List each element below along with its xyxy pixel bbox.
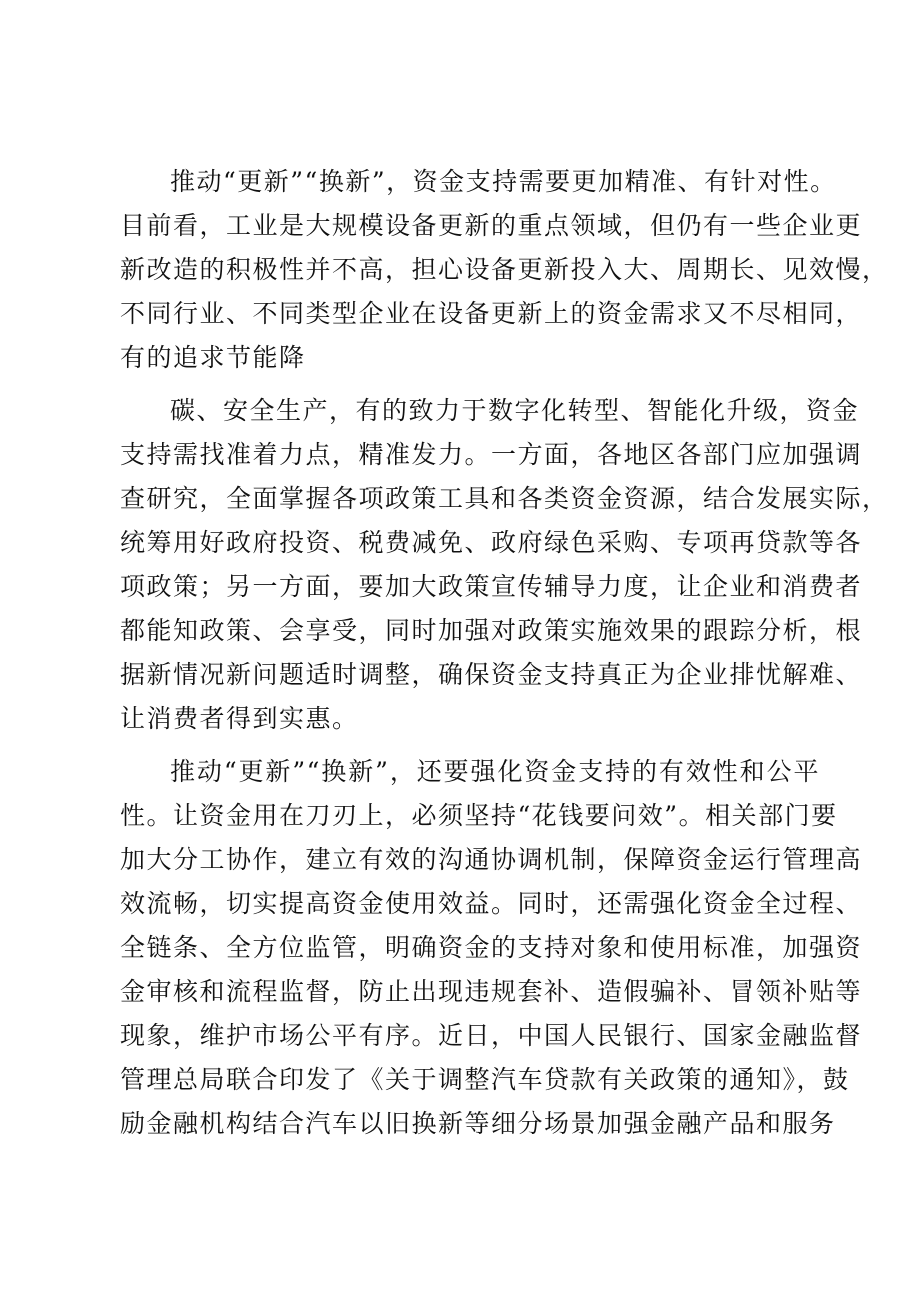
text-line: 查研究，全面掌握各项政策工具和各类资金资源，结合发展实际， <box>120 484 889 513</box>
text-line: 都能知政策、会享受，同时加强对政策实施效果的跟踪分析，根 <box>120 616 863 645</box>
document-body <box>120 160 889 1155</box>
text-line: 据新情况新问题适时调整，确保资金支持真正为企业排忧解难、 <box>120 660 863 689</box>
text-line: 全链条、全方位监管，明确资金的支持对象和使用标准，加强资 <box>120 933 863 962</box>
text-line: 金审核和流程监督，防止出现违规套补、造假骗补、冒领补贴等 <box>120 977 863 1006</box>
text-line: 加大分工协作，建立有效的沟通协调机制，保障资金运行管理高 <box>120 845 863 874</box>
paragraph-3 <box>120 750 863 1146</box>
text-line: 碳、安全生产，有的致力于数字化转型、智能化升级，资金 <box>170 396 860 425</box>
paragraph-1 <box>120 160 889 380</box>
paragraph-2 <box>120 389 889 741</box>
text-line: 管理总局联合印发了《关于调整汽车贷款有关政策的通知》，鼓 <box>120 1065 850 1094</box>
text-line: 项政策；另一方面，要加大政策宣传辅导力度，让企业和消费者 <box>120 572 863 601</box>
text-line: 不同行业、不同类型企业在设备更新上的资金需求又不尽相同， <box>120 299 863 328</box>
text-line: 推动“更新”“换新”，资金支持需要更加精准、有针对性。 <box>170 167 837 196</box>
text-line: 效流畅，切实提高资金使用效益。同时，还需强化资金全过程、 <box>120 889 863 918</box>
text-line: 目前看，工业是大规模设备更新的重点领域，但仍有一些企业更 <box>120 211 863 240</box>
text-line: 推动“更新”“换新”，还要强化资金支持的有效性和公平 <box>170 757 820 786</box>
text-line: 支持需找准着力点，精准发力。一方面，各地区各部门应加强调 <box>120 440 863 469</box>
text-line: 性。让资金用在刀刃上，必须坚持“花钱要问效”。相关部门要 <box>120 801 838 830</box>
text-line: 有的追求节能降 <box>120 343 306 372</box>
text-line: 现象，维护市场公平有序。近日，中国人民银行、国家金融监督 <box>120 1021 863 1050</box>
text-line: 新改造的积极性并不高，担心设备更新投入大、周期长、见效慢， <box>120 255 889 284</box>
text-line: 让消费者得到实惠。 <box>120 704 359 733</box>
text-line: 统筹用好政府投资、税费减免、政府绿色采购、专项再贷款等各 <box>120 528 863 557</box>
text-line: 励金融机构结合汽车以旧换新等细分场景加强金融产品和服务 <box>120 1109 836 1138</box>
